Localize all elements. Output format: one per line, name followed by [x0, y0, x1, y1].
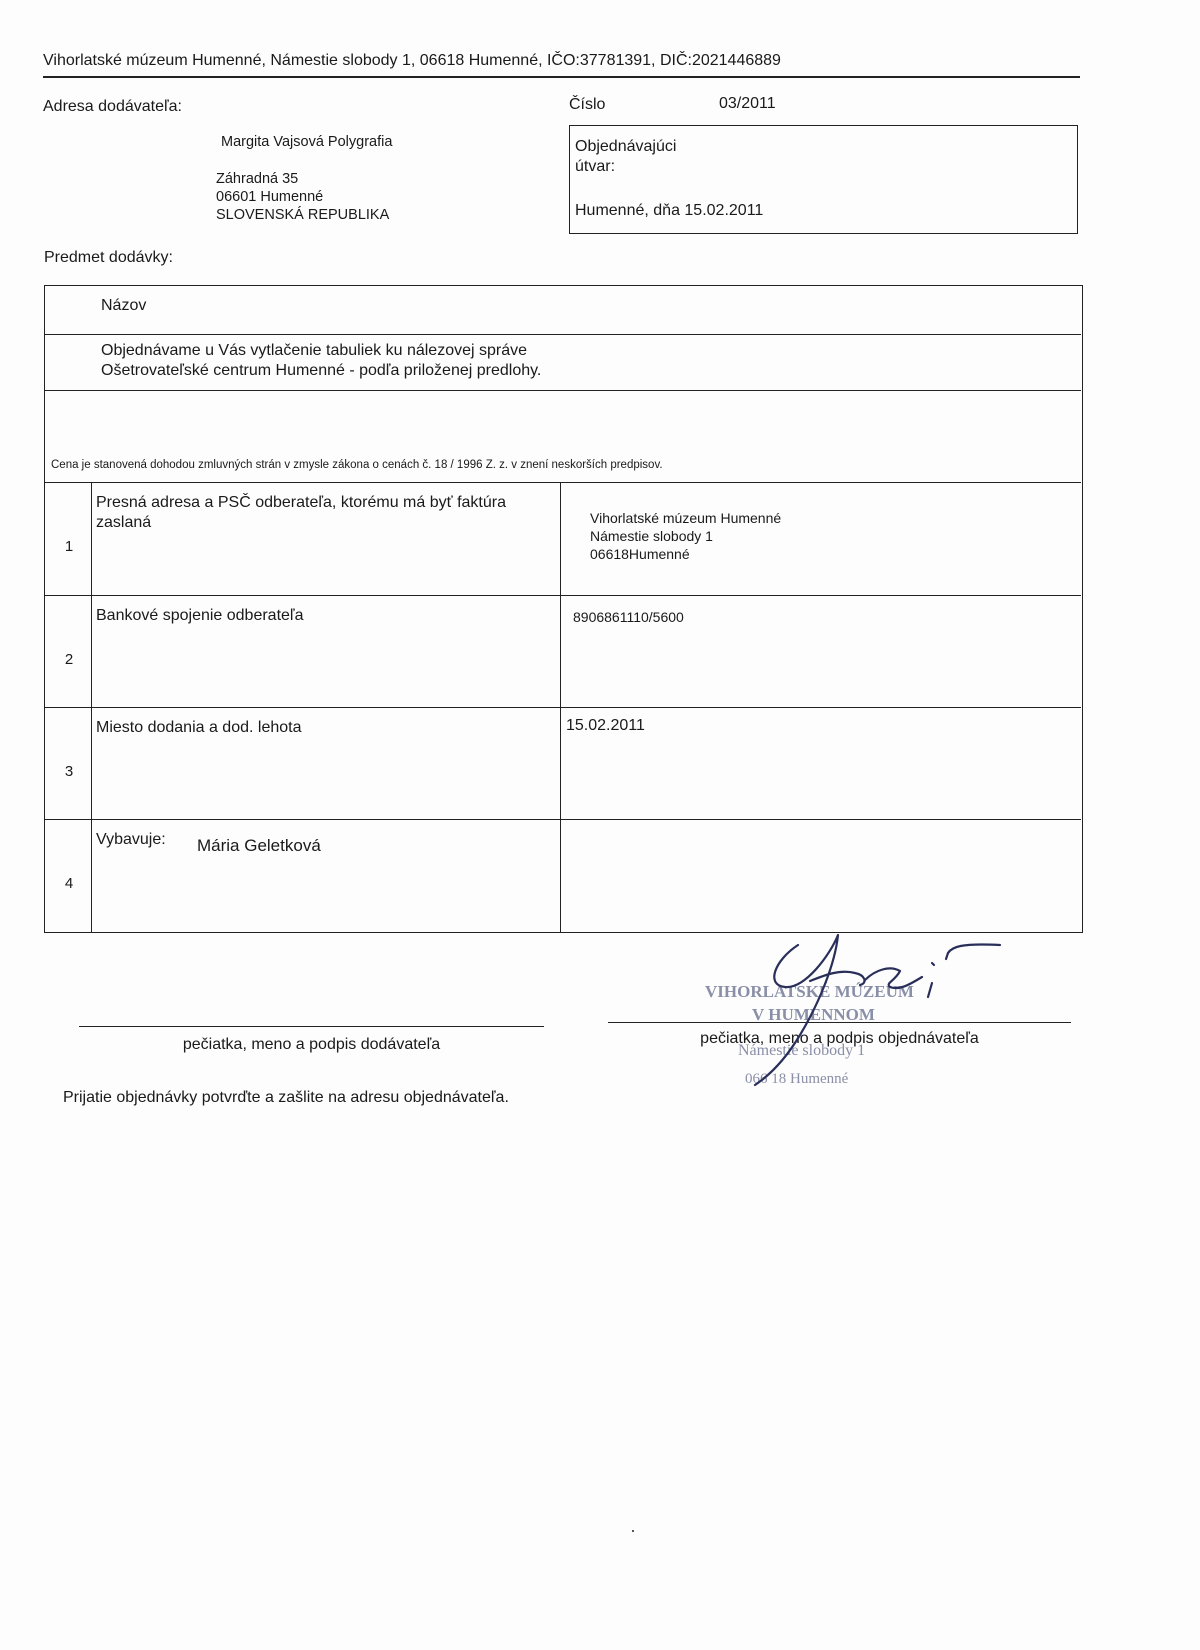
supplier-label: Adresa dodávateľa:: [43, 98, 182, 115]
row1-value-line2: Námestie slobody 1: [590, 528, 713, 544]
orderer-dept-label: [575, 137, 676, 177]
table-divider: [45, 390, 1081, 391]
row2-value: 8906861110/5600: [573, 609, 684, 625]
orderer-signature-caption: pečiatka, meno a podpis objednávateľa: [700, 1030, 979, 1047]
row1-value-line3: 06618Humenné: [590, 546, 690, 562]
row2-label: Bankové spojenie odberateľa: [96, 607, 304, 624]
order-number-label: Číslo: [569, 96, 606, 113]
supplier-city: 06601 Humenné: [216, 189, 324, 205]
name-header: Názov: [101, 297, 147, 314]
row-number: 3: [64, 763, 74, 780]
supplier-country: SLOVENSKÁ REPUBLIKA: [216, 207, 390, 223]
row4-value: Mária Geletková: [197, 836, 321, 855]
table-divider: [45, 595, 1081, 596]
table-divider: [45, 482, 1081, 483]
row3-label: Miesto dodania a dod. lehota: [96, 719, 302, 736]
table-divider: [45, 707, 1081, 708]
row-number: 1: [64, 538, 74, 555]
table-divider: [45, 334, 1081, 335]
order-table: [44, 285, 1083, 933]
row1-label-line2: zaslaná: [96, 514, 152, 531]
stamp-line3: Námestie slobody 1: [738, 1042, 866, 1059]
row1-label-line1: Presná adresa a PSČ odberateľa, ktorému má byť faktúra: [96, 494, 506, 511]
footer-note: Prijatie objednávky potvrďte a zašlite na adresu objednávateľa.: [63, 1089, 509, 1106]
price-note: Cena je stanovená dohodou zmluvných strán v zmysle zákona o cenách č. 18 / 1996 Z. z. v znení neskorších predpisov.: [51, 459, 663, 471]
orderer-stamp: [690, 925, 1010, 1095]
supplier-signature-caption: pečiatka, meno a podpis dodávateľa: [182, 1036, 441, 1053]
header-line: Vihorlatské múzeum Humenné, Námestie slobody 1, 06618 Humenné, IČO:37781391, DIČ:2021446889: [43, 52, 781, 69]
row-number: 4: [64, 875, 74, 892]
description-line2: Ošetrovateľské centrum Humenné - podľa priloženej predlohy.: [101, 362, 542, 379]
subject-label: Predmet dodávky:: [44, 249, 173, 266]
stamp-line1: VIHORLATSKÉ MÚZEUM: [705, 982, 914, 1001]
row1-value-line1: Vihorlatské múzeum Humenné: [590, 510, 782, 526]
order-date: Humenné, dňa 15.02.2011: [575, 202, 764, 219]
supplier-signature-line: [79, 1026, 544, 1027]
supplier-street: Záhradná 35: [216, 171, 299, 187]
orderer-dept-label-line1: Objednávajúci: [575, 138, 677, 155]
row3-value: 15.02.2011: [566, 717, 645, 734]
orderer-dept-label-line2: útvar:: [575, 158, 616, 175]
scan-speck: [632, 1530, 634, 1532]
orderer-box: [569, 125, 1078, 234]
supplier-name: Margita Vajsová Polygrafia: [221, 134, 393, 150]
row4-label: Vybavuje:: [96, 831, 166, 848]
stamp-line4: 066 18 Humenné: [745, 1071, 849, 1087]
order-number-value: 03/2011: [719, 95, 776, 112]
row-number: 2: [64, 651, 74, 668]
table-divider: [45, 819, 1081, 820]
stamp-line2: V HUMENNOM: [752, 1005, 875, 1024]
description-line1: Objednávame u Vás vytlačenie tabuliek ku nálezovej správe: [101, 342, 528, 359]
header-rule: [43, 76, 1080, 78]
